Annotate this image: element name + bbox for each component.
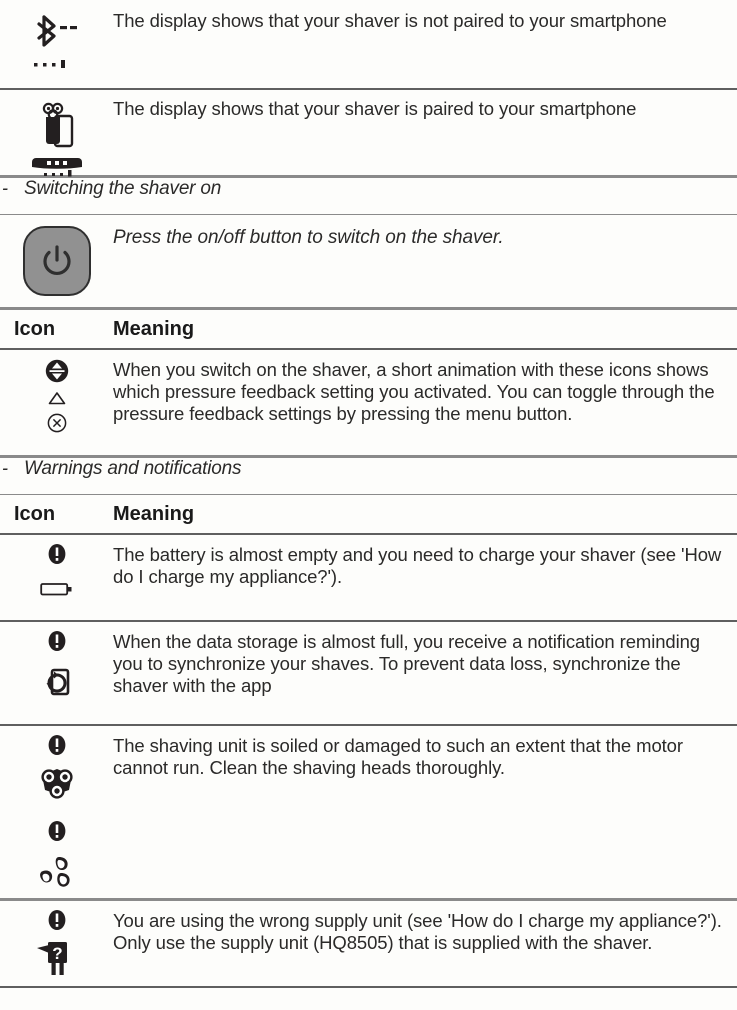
pressure-off-icon bbox=[46, 412, 68, 434]
meaning-cell bbox=[113, 622, 737, 697]
sync-phone-icon bbox=[37, 659, 77, 699]
meaning-cell bbox=[113, 215, 737, 249]
section-heading-switching-on bbox=[0, 178, 737, 214]
row-text: The display shows that your shaver is paired to your smartphone bbox=[113, 98, 637, 119]
icon-cell bbox=[0, 215, 113, 296]
icon-cell bbox=[0, 622, 113, 699]
icon-cell bbox=[0, 350, 113, 434]
bluetooth-not-paired-icon bbox=[30, 14, 84, 48]
divider bbox=[0, 986, 737, 988]
table-row bbox=[0, 350, 737, 455]
warning-icon bbox=[46, 908, 68, 932]
section-heading-warnings bbox=[0, 458, 737, 494]
table-row bbox=[0, 215, 737, 307]
section-title: Switching the shaver on bbox=[24, 178, 222, 199]
display-bar-icon bbox=[30, 154, 84, 180]
row-text: When you switch on the shaver, a short animation with these icons shows which pressure feedback setting you activated. You can toggle through the pressure feedback settings by pressing the menu button. bbox=[113, 359, 715, 424]
table-row bbox=[0, 90, 737, 175]
meaning-cell bbox=[113, 726, 737, 779]
icon-cell bbox=[0, 90, 113, 180]
display-dots-icon bbox=[30, 58, 84, 70]
warning-icon bbox=[46, 542, 68, 566]
svg-text:?: ? bbox=[51, 944, 63, 963]
table-row bbox=[0, 622, 737, 724]
meaning-cell bbox=[113, 350, 737, 425]
table-header bbox=[0, 310, 737, 348]
unknown-plug-icon bbox=[35, 938, 79, 978]
row-text: Press the on/off button to switch on the shaver. bbox=[113, 227, 504, 248]
meaning-cell bbox=[113, 901, 737, 954]
shaving-heads-icon bbox=[32, 763, 82, 809]
pressure-medium-icon bbox=[46, 390, 68, 406]
table-header bbox=[0, 495, 737, 533]
row-text: The display shows that your shaver is not paired to your smartphone bbox=[113, 10, 667, 31]
meaning-cell bbox=[113, 90, 737, 120]
section-dash: - bbox=[2, 178, 8, 198]
warning-icon bbox=[46, 819, 68, 843]
section-title: Warnings and notifications bbox=[24, 458, 242, 479]
row-text: The battery is almost empty and you need to charge your shaver (see 'How do I charge my appliance?'). bbox=[113, 544, 722, 587]
shaver-phone-paired-icon bbox=[33, 100, 81, 148]
row-text: When the data storage is almost full, you receive a notification reminding you to synchronize your shaves. To prevent data loss, synchronize the shaver with the app bbox=[113, 631, 700, 696]
meaning-cell bbox=[113, 535, 737, 588]
table-row bbox=[0, 535, 737, 620]
column-header-icon: Icon bbox=[14, 502, 56, 525]
shaving-blades-icon bbox=[32, 853, 82, 893]
warning-icon bbox=[46, 733, 68, 757]
icon-cell bbox=[0, 901, 113, 978]
warning-icon bbox=[46, 629, 68, 653]
row-text: The shaving unit is soiled or damaged to such an extent that the motor cannot run. Clean the shaving heads thoroughly. bbox=[113, 735, 683, 778]
column-header-meaning: Meaning bbox=[113, 502, 195, 525]
table-row bbox=[0, 0, 737, 88]
pressure-high-icon bbox=[44, 358, 70, 384]
section-dash: - bbox=[2, 458, 8, 478]
table-row bbox=[0, 726, 737, 898]
power-button-icon[interactable] bbox=[23, 226, 91, 296]
icon-cell bbox=[0, 535, 113, 598]
meaning-cell bbox=[113, 0, 737, 32]
table-row bbox=[0, 901, 737, 986]
row-text: You are using the wrong supply unit (see 'How do I charge my appliance?'). Only use the supply unit (HQ8505) that is supplied with the shaver. bbox=[113, 910, 722, 953]
icon-cell bbox=[0, 0, 113, 70]
column-header-icon: Icon bbox=[14, 317, 56, 340]
icon-cell bbox=[0, 726, 113, 893]
battery-empty-icon bbox=[40, 580, 74, 598]
column-header-meaning: Meaning bbox=[113, 317, 195, 340]
